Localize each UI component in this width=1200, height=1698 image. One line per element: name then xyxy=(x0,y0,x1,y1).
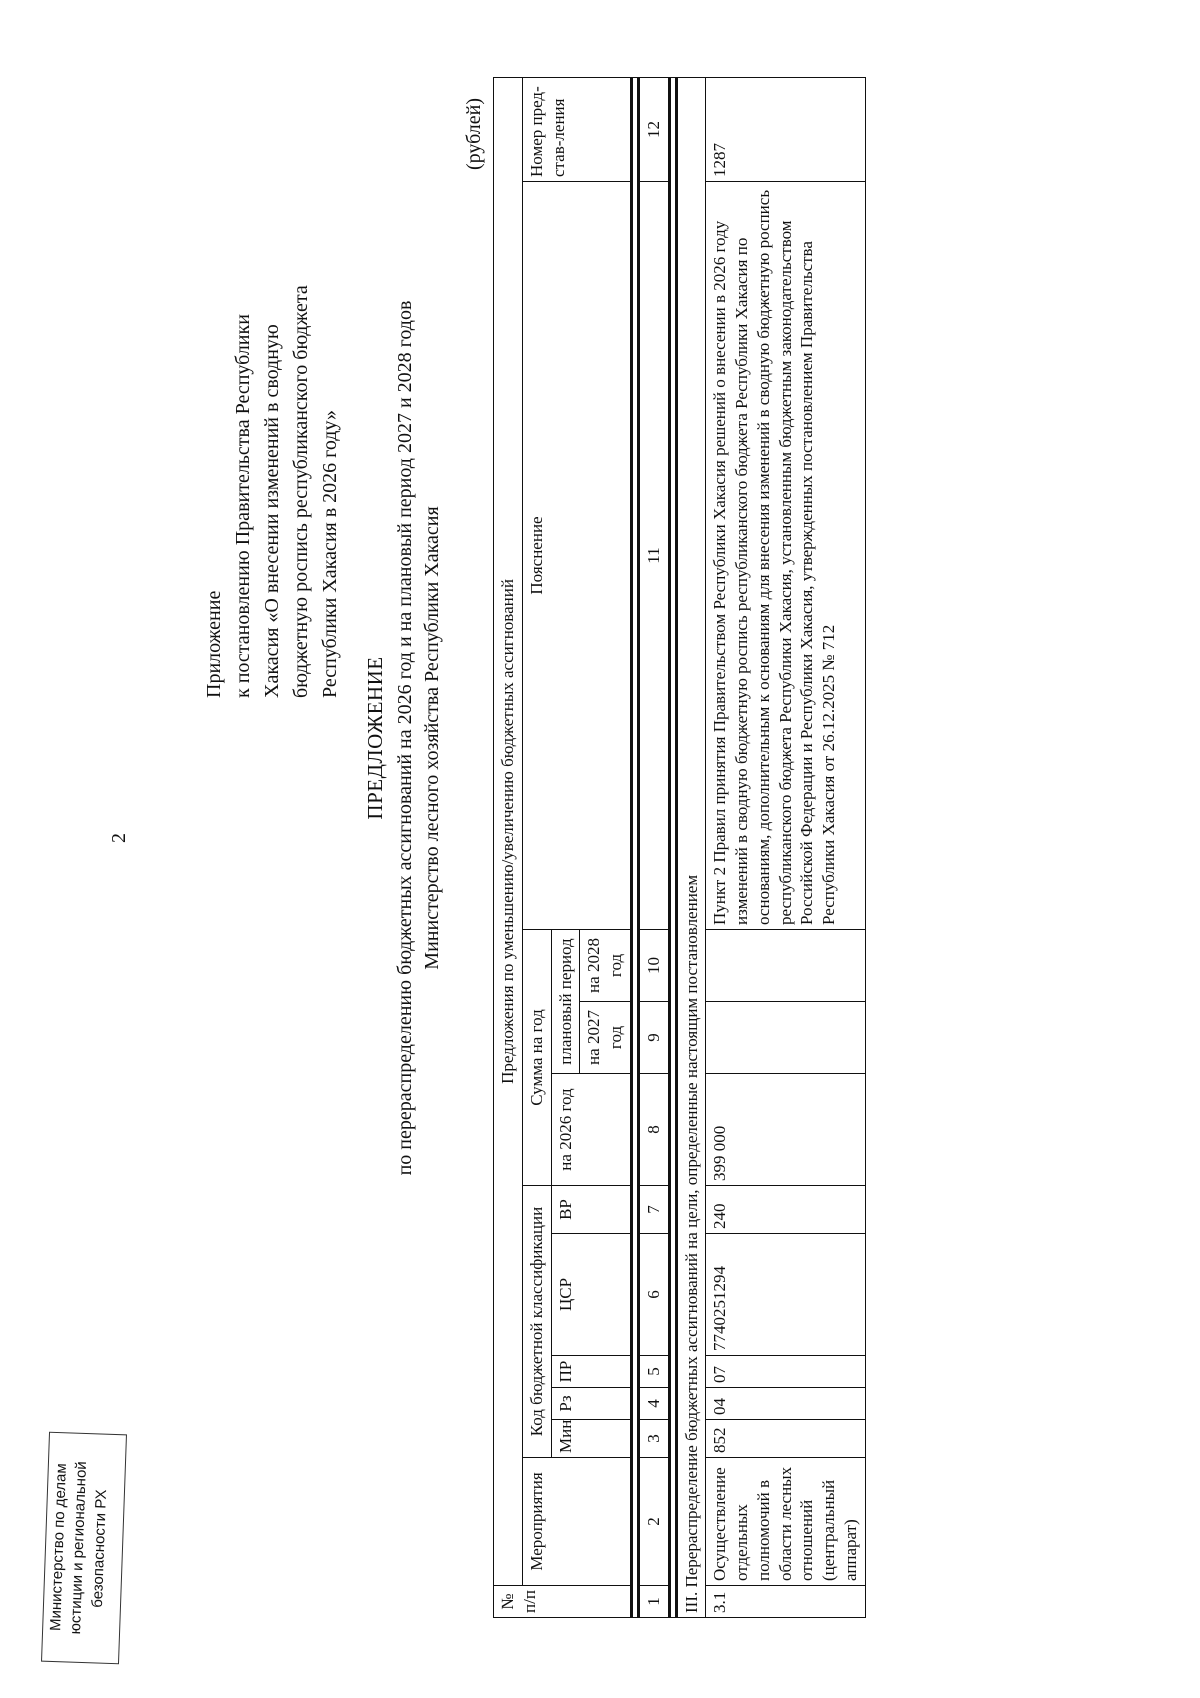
document-subtitle: по перераспределению бюджетных ассигнований на 2026 год и на плановый период 2027 и 2028 годов xyxy=(394,300,416,1176)
header-row xyxy=(494,77,523,1617)
column-number: 7 xyxy=(638,1186,669,1234)
appendix-line: к постановлению Правительства Республики xyxy=(232,314,254,698)
cell-y2026: 399 000 xyxy=(706,1074,865,1186)
title-block xyxy=(363,238,444,1238)
header-explanation: Пояснение xyxy=(522,182,631,930)
header-vr: ВР xyxy=(551,1186,631,1234)
header-rz: Рз xyxy=(551,1388,631,1420)
registration-stamp xyxy=(41,1432,127,1665)
appendix-header xyxy=(200,58,345,698)
column-number: 1 xyxy=(638,1586,669,1618)
cell-event: Осуществление отдельных полномочий в области лесных отношений (центральный аппарат) xyxy=(706,1458,865,1586)
header-event: Мероприятия xyxy=(522,1458,631,1586)
allocation-table xyxy=(493,77,866,1618)
cell-explanation: Пункт 2 Правил принятия Правительством Республики Хакасия решений о внесении в 2026 году изменений в сводную бюджетную роспись республиканского бюджета Республики Хакасия по основаниям, дополнительным к основаниям для внесения изменений в сводную бюджетную роспись республиканского бюджета Республики Хакасия, установленным бюджетным законодательством Российской Федерации и Республики Хакасия, утвержденных постановлением Правительства Республики Хакасия от 26.12.2025 № 712 xyxy=(706,182,865,930)
cell-rz: 04 xyxy=(706,1388,865,1420)
separator-cell xyxy=(631,77,638,1617)
column-number: 3 xyxy=(638,1420,669,1458)
column-number: 6 xyxy=(638,1234,669,1356)
header-num: № п/п xyxy=(494,1586,632,1618)
header-pr: ПР xyxy=(551,1356,631,1388)
cell-csr: 7740251294 xyxy=(706,1234,865,1356)
cell-num: 3.1 xyxy=(706,1586,865,1618)
appendix-line: бюджетную роспись республиканского бюджета xyxy=(290,285,312,698)
stamp-line: безопасности РХ xyxy=(88,1489,110,1608)
cell-y2027 xyxy=(706,1002,865,1074)
section-title: III. Перераспределение бюджетных ассигнований на цели, определенные настоящим постановлением xyxy=(676,77,706,1617)
cell-rep-number: 1287 xyxy=(706,77,865,181)
separator-row xyxy=(669,77,676,1617)
header-sum-group: Сумма на год xyxy=(522,930,551,1186)
separator-cell xyxy=(669,77,676,1617)
header-code-group: Код бюджетной классификации xyxy=(522,1186,551,1458)
stamp-line: юстиции и региональной xyxy=(67,1461,91,1635)
units-label: (рублей) xyxy=(463,98,485,171)
header-min: Мин xyxy=(551,1420,631,1458)
stamp-line: Министерство по делам xyxy=(47,1462,70,1632)
table-row xyxy=(706,77,865,1617)
page-number: 2 xyxy=(108,833,130,843)
ministry-name: Министерство лесного хозяйства Республики Хакасия xyxy=(421,506,443,970)
section-row xyxy=(676,77,706,1617)
cell-min: 852 xyxy=(706,1420,865,1458)
document-title: ПРЕДЛОЖЕНИЕ xyxy=(363,656,387,820)
column-number: 9 xyxy=(638,1002,669,1074)
header-y2027: на 2027 год xyxy=(580,1002,632,1074)
column-number: 12 xyxy=(638,77,669,181)
header-row xyxy=(522,77,551,1617)
header-group: Предложения по уменьшению/увеличению бюджетных ассигнований xyxy=(494,77,523,1585)
header-rep-number: Номер пред-став-ления xyxy=(522,77,631,181)
column-number: 8 xyxy=(638,1074,669,1186)
column-number: 10 xyxy=(638,930,669,1002)
appendix-line: Республики Хакасия в 2026 году» xyxy=(319,410,341,698)
header-y2028: на 2028 год xyxy=(580,930,632,1002)
column-number: 2 xyxy=(638,1458,669,1586)
cell-pr: 07 xyxy=(706,1356,865,1388)
cell-vr: 240 xyxy=(706,1186,865,1234)
header-csr: ЦСР xyxy=(551,1234,631,1356)
header-planned: плановый период xyxy=(551,930,580,1074)
separator-row xyxy=(631,77,638,1617)
column-number: 5 xyxy=(638,1356,669,1388)
column-number: 11 xyxy=(638,182,669,930)
column-number-row xyxy=(638,77,669,1617)
header-y2026: на 2026 год xyxy=(551,1074,631,1186)
column-number: 4 xyxy=(638,1388,669,1420)
cell-y2028 xyxy=(706,930,865,1002)
appendix-line: Приложение xyxy=(203,590,225,698)
appendix-line: Хакасия «О внесении изменений в сводную xyxy=(261,324,283,698)
